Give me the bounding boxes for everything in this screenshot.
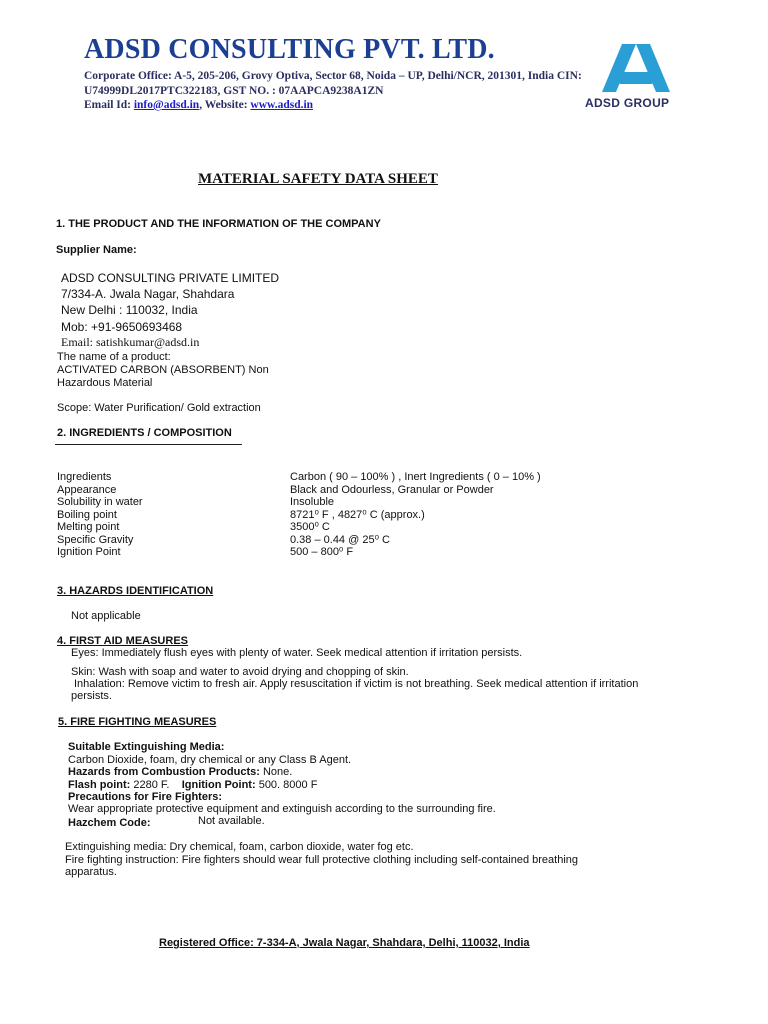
supplier-email: Email: satishkumar@adsd.in	[61, 335, 200, 349]
section-5-heading: 5. FIRE FIGHTING MEASURES	[58, 716, 217, 728]
combustion-hazards-line	[68, 766, 292, 779]
hazards-text: Not applicable	[71, 610, 141, 622]
cin-gst-line: U74999DL2017PTC322183, GST NO. : 07AAPCA9238A1ZN	[84, 85, 384, 97]
scope-text: Scope: Water Purification/ Gold extraction	[57, 402, 261, 414]
ingredient-row	[57, 484, 541, 497]
precautions-label: Precautions for Fire Fighters:	[68, 791, 223, 803]
logo-text: ADSD GROUP	[585, 96, 670, 110]
product-name-line2: Hazardous Material	[57, 377, 153, 389]
ingredient-value: 3500⁰ C	[290, 521, 330, 533]
flash-point-value: 2280 F.	[130, 779, 182, 791]
ingredients-table	[57, 471, 541, 559]
flash-point-label: Flash point:	[68, 779, 131, 791]
fire-fighting-instruction-cont: apparatus.	[65, 866, 117, 878]
corporate-office-line: Corporate Office: A-5, 205-206, Grovy Optiva, Sector 68, Noida – UP, Delhi/NCR, 201301, India CIN:	[84, 70, 582, 82]
section-3-heading: 3. HAZARDS IDENTIFICATION	[57, 585, 214, 597]
supplier-city: New Delhi : 110032, India	[61, 303, 198, 317]
ingredient-key: Ingredients	[57, 471, 112, 483]
product-name-line1: ACTIVATED CARBON (ABSORBENT) Non	[57, 364, 269, 376]
ingredient-value: Carbon ( 90 – 100% ) , Inert Ingredients ( 0 – 10% )	[290, 471, 541, 483]
email-label: Email Id:	[84, 99, 131, 111]
supplier-company: ADSD CONSULTING PRIVATE LIMITED	[61, 271, 280, 285]
ingredient-key: Melting point	[57, 521, 120, 533]
extinguishing-media-label: Suitable Extinguishing Media:	[68, 741, 225, 753]
first-aid-skin: Skin: Wash with soap and water to avoid drying and chopping of skin.	[71, 666, 409, 678]
contact-line	[84, 99, 313, 111]
ingredient-row	[57, 471, 541, 484]
first-aid-inhalation-cont: persists.	[71, 690, 112, 702]
supplier-mobile: Mob: +91-9650693468	[61, 320, 183, 334]
hazchem-label: Hazchem Code:	[68, 817, 151, 829]
ingredient-row	[57, 534, 541, 547]
website-label: , Website:	[199, 99, 248, 111]
ingredient-row	[57, 521, 541, 534]
first-aid-inhalation: Inhalation: Remove victim to fresh air. Apply resuscitation if victim is not breathing. Seek medical attention if irritation	[74, 678, 639, 690]
section-2-divider	[55, 444, 242, 445]
ingredient-value: Insoluble	[290, 496, 335, 508]
ingredient-key: Ignition Point	[57, 546, 121, 558]
supplier-label: Supplier Name:	[56, 244, 137, 256]
product-name-label: The name of a product:	[57, 351, 171, 363]
company-name: ADSD CONSULTING PVT. LTD.	[84, 34, 495, 65]
fire-fighting-instruction: Fire fighting instruction: Fire fighters should wear full protective clothing including self-contained breathing	[65, 854, 578, 866]
website-link[interactable]: www.adsd.in	[250, 99, 314, 111]
combustion-hazards-value: None.	[259, 766, 293, 778]
extinguishing-media-general: Extinguishing media: Dry chemical, foam, carbon dioxide, water fog etc.	[65, 841, 414, 853]
ingredient-key: Appearance	[57, 483, 117, 496]
ingredient-row	[57, 496, 541, 509]
section-2-heading: 2. INGREDIENTS / COMPOSITION	[57, 427, 232, 439]
registered-office-footer: Registered Office: 7-334-A, Jwala Nagar, Shahdara, Delhi, 110032, India	[159, 937, 530, 949]
section-1-heading: 1. THE PRODUCT AND THE INFORMATION OF THE COMPANY	[56, 218, 381, 230]
combustion-hazards-label: Hazards from Combustion Products:	[68, 766, 260, 778]
ingredient-row	[57, 546, 541, 559]
ingredient-key: Boiling point	[57, 508, 117, 521]
extinguishing-media-text: Carbon Dioxide, foam, dry chemical or any Class B Agent.	[68, 754, 352, 766]
document-title: MATERIAL SAFETY DATA SHEET	[198, 171, 438, 187]
supplier-street: 7/334-A. Jwala Nagar, Shahdara	[61, 287, 235, 301]
section-4-heading: 4. FIRST AID MEASURES	[57, 635, 188, 647]
ingredient-key: Solubility in water	[57, 496, 143, 508]
ingredient-value: 0.38 – 0.44 @ 25⁰ C	[290, 533, 390, 546]
first-aid-eyes: Eyes: Immediately flush eyes with plenty of water. Seek medical attention if irritation persists.	[71, 647, 523, 659]
ingredient-value: 8721⁰ F , 4827⁰ C (approx.)	[290, 508, 425, 521]
ignition-point-value: 500. 8000 F	[255, 779, 318, 791]
ingredient-row	[57, 509, 541, 522]
ingredient-value: Black and Odourless, Granular or Powder	[290, 483, 494, 496]
precautions-text: Wear appropriate protective equipment and extinguish according to the surrounding fire.	[68, 803, 496, 815]
ignition-point-label: Ignition Point:	[181, 779, 256, 791]
ingredient-key: Specific Gravity	[57, 533, 134, 546]
hazchem-value: Not available.	[198, 815, 265, 827]
email-link[interactable]: info@adsd.in	[133, 99, 200, 111]
ingredient-value: 500 – 800⁰ F	[290, 546, 354, 558]
